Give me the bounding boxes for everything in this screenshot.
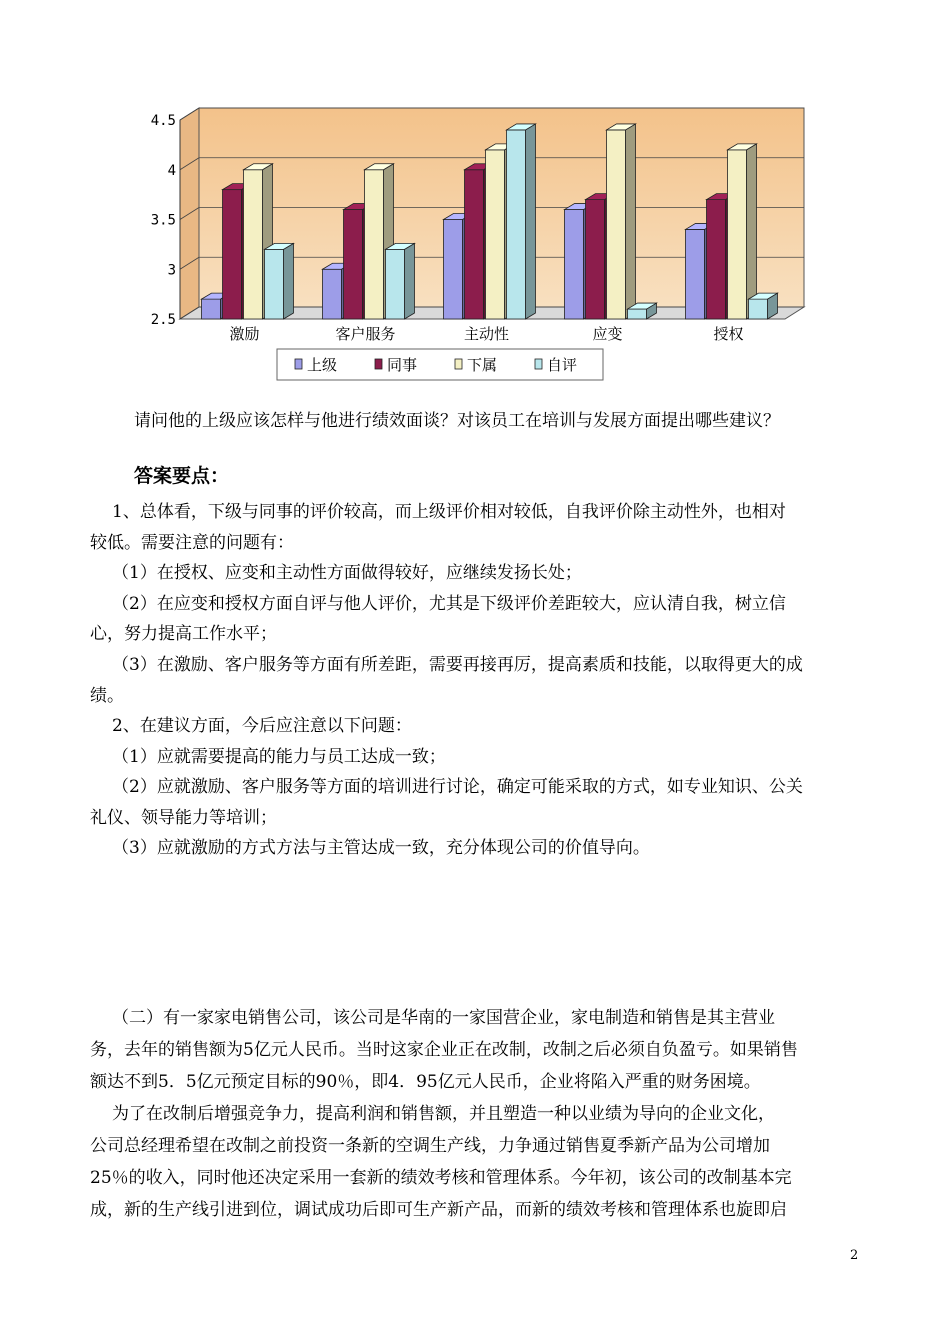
legend-swatch [295,359,302,369]
bar-side [747,144,757,319]
case-line: （二）有一家家电销售公司，该公司是华南的一家国营企业，家电制造和销售是其主营业 [112,1008,775,1028]
answer-line: （1）在授权、应变和主动性方面做得较好，应继续发扬长处； [112,563,582,583]
bar-side [526,124,536,319]
bar-side [626,124,636,319]
bar-front [728,150,747,319]
bar-front [686,229,705,319]
bar-front [365,170,384,319]
bar-front [265,249,284,319]
page-number: 2 [850,1248,859,1263]
y-tick-label: 3 [167,262,176,279]
y-tick-label: 4.5 [150,113,176,129]
y-tick-label: 3.5 [150,212,176,229]
answer-line: （3）在激励、客户服务等方面有所差距，需要再接再厉，提高素质和技能，以取得更大的成 [112,655,803,675]
bar-front [444,220,463,320]
legend-swatch [455,359,462,369]
answer-line: 绩。 [90,686,124,706]
chart-svg [140,96,840,396]
legend-swatch [535,359,542,369]
legend-label: 自评 [547,356,578,374]
bar-front [707,200,726,319]
bar-front [223,190,242,319]
bar-front [507,130,526,319]
bar-front [607,130,626,319]
case-line: 务，去年的销售额为5亿元人民币。当时这家企业正在改制，改制之后必须自负盈亏。如果销售 [90,1040,798,1060]
answer-line: （1）应就需要提高的能力与员工达成一致； [112,747,446,767]
x-category-label: 主动性 [463,325,510,343]
x-category-label: 应变 [592,325,623,343]
legend-label: 下属 [467,356,498,374]
y-tick-label: 4 [167,162,176,179]
answer-line: 心，努力提高工作水平； [90,624,277,644]
bar-front [586,200,605,319]
answer-line: 1、总体看，下级与同事的评价较高，而上级评价相对较低，自我评价除主动性外，也相对 [112,502,786,522]
answer-heading: 答案要点： [134,465,230,487]
bar-front [628,309,647,319]
bar-front [344,210,363,319]
bar-front [749,299,768,319]
answer-line: （2）在应变和授权方面自评与他人评价，尤其是下级评价差距较大，应认清自我，树立信 [112,594,786,614]
answer-line: 较低。需要注意的问题有： [90,533,294,553]
bar-front [323,269,342,319]
case-line: 公司总经理希望在改制之前投资一条新的空调生产线，力争通过销售夏季新产品为公司增加 [90,1136,770,1156]
bar-front [386,249,405,319]
case-line: 25％的收入，同时他还决定采用一套新的绩效考核和管理体系。今年初，该公司的改制基本完 [90,1168,792,1188]
x-category-label: 授权 [713,325,744,343]
bar-front [565,210,584,319]
legend-label: 上级 [307,356,338,374]
case-line: 额达不到5．5亿元预定目标的90％，即4．95亿元人民币，企业将陷入严重的财务困境。 [90,1072,761,1092]
case-line: 为了在改制后增强竞争力，提高利润和销售额，并且塑造一种以业绩为导向的企业文化， [112,1104,775,1124]
bar-front [244,170,263,319]
question-text: 请问他的上级应该怎样与他进行绩效面谈？对该员工在培训与发展方面提出哪些建议？ [134,411,780,431]
answer-line: （3）应就激励的方式方法与主管达成一致，充分体现公司的价值导向。 [112,838,650,858]
bar-front [465,170,484,319]
y-tick-label: 2.5 [150,312,176,328]
answer-line: 礼仪、领导能力等培训； [90,808,277,828]
case-line: 成，新的生产线引进到位，调试成功后即可生产新产品，而新的绩效考核和管理体系也旋即启 [90,1200,787,1220]
x-category-label: 激励 [229,325,260,343]
answer-line: （2）应就激励、客户服务等方面的培训进行讨论，确定可能采取的方式，如专业知识、公关 [112,777,803,797]
bar-side [405,243,415,319]
legend-label: 同事 [387,356,418,374]
legend-swatch [375,359,382,369]
answer-line: 2、在建议方面，今后应注意以下问题： [112,716,412,736]
bar-front [486,150,505,319]
bar-front [202,299,221,319]
x-category-label: 客户服务 [335,325,396,343]
rating-bar-chart [140,96,840,396]
bar-side [284,243,294,319]
